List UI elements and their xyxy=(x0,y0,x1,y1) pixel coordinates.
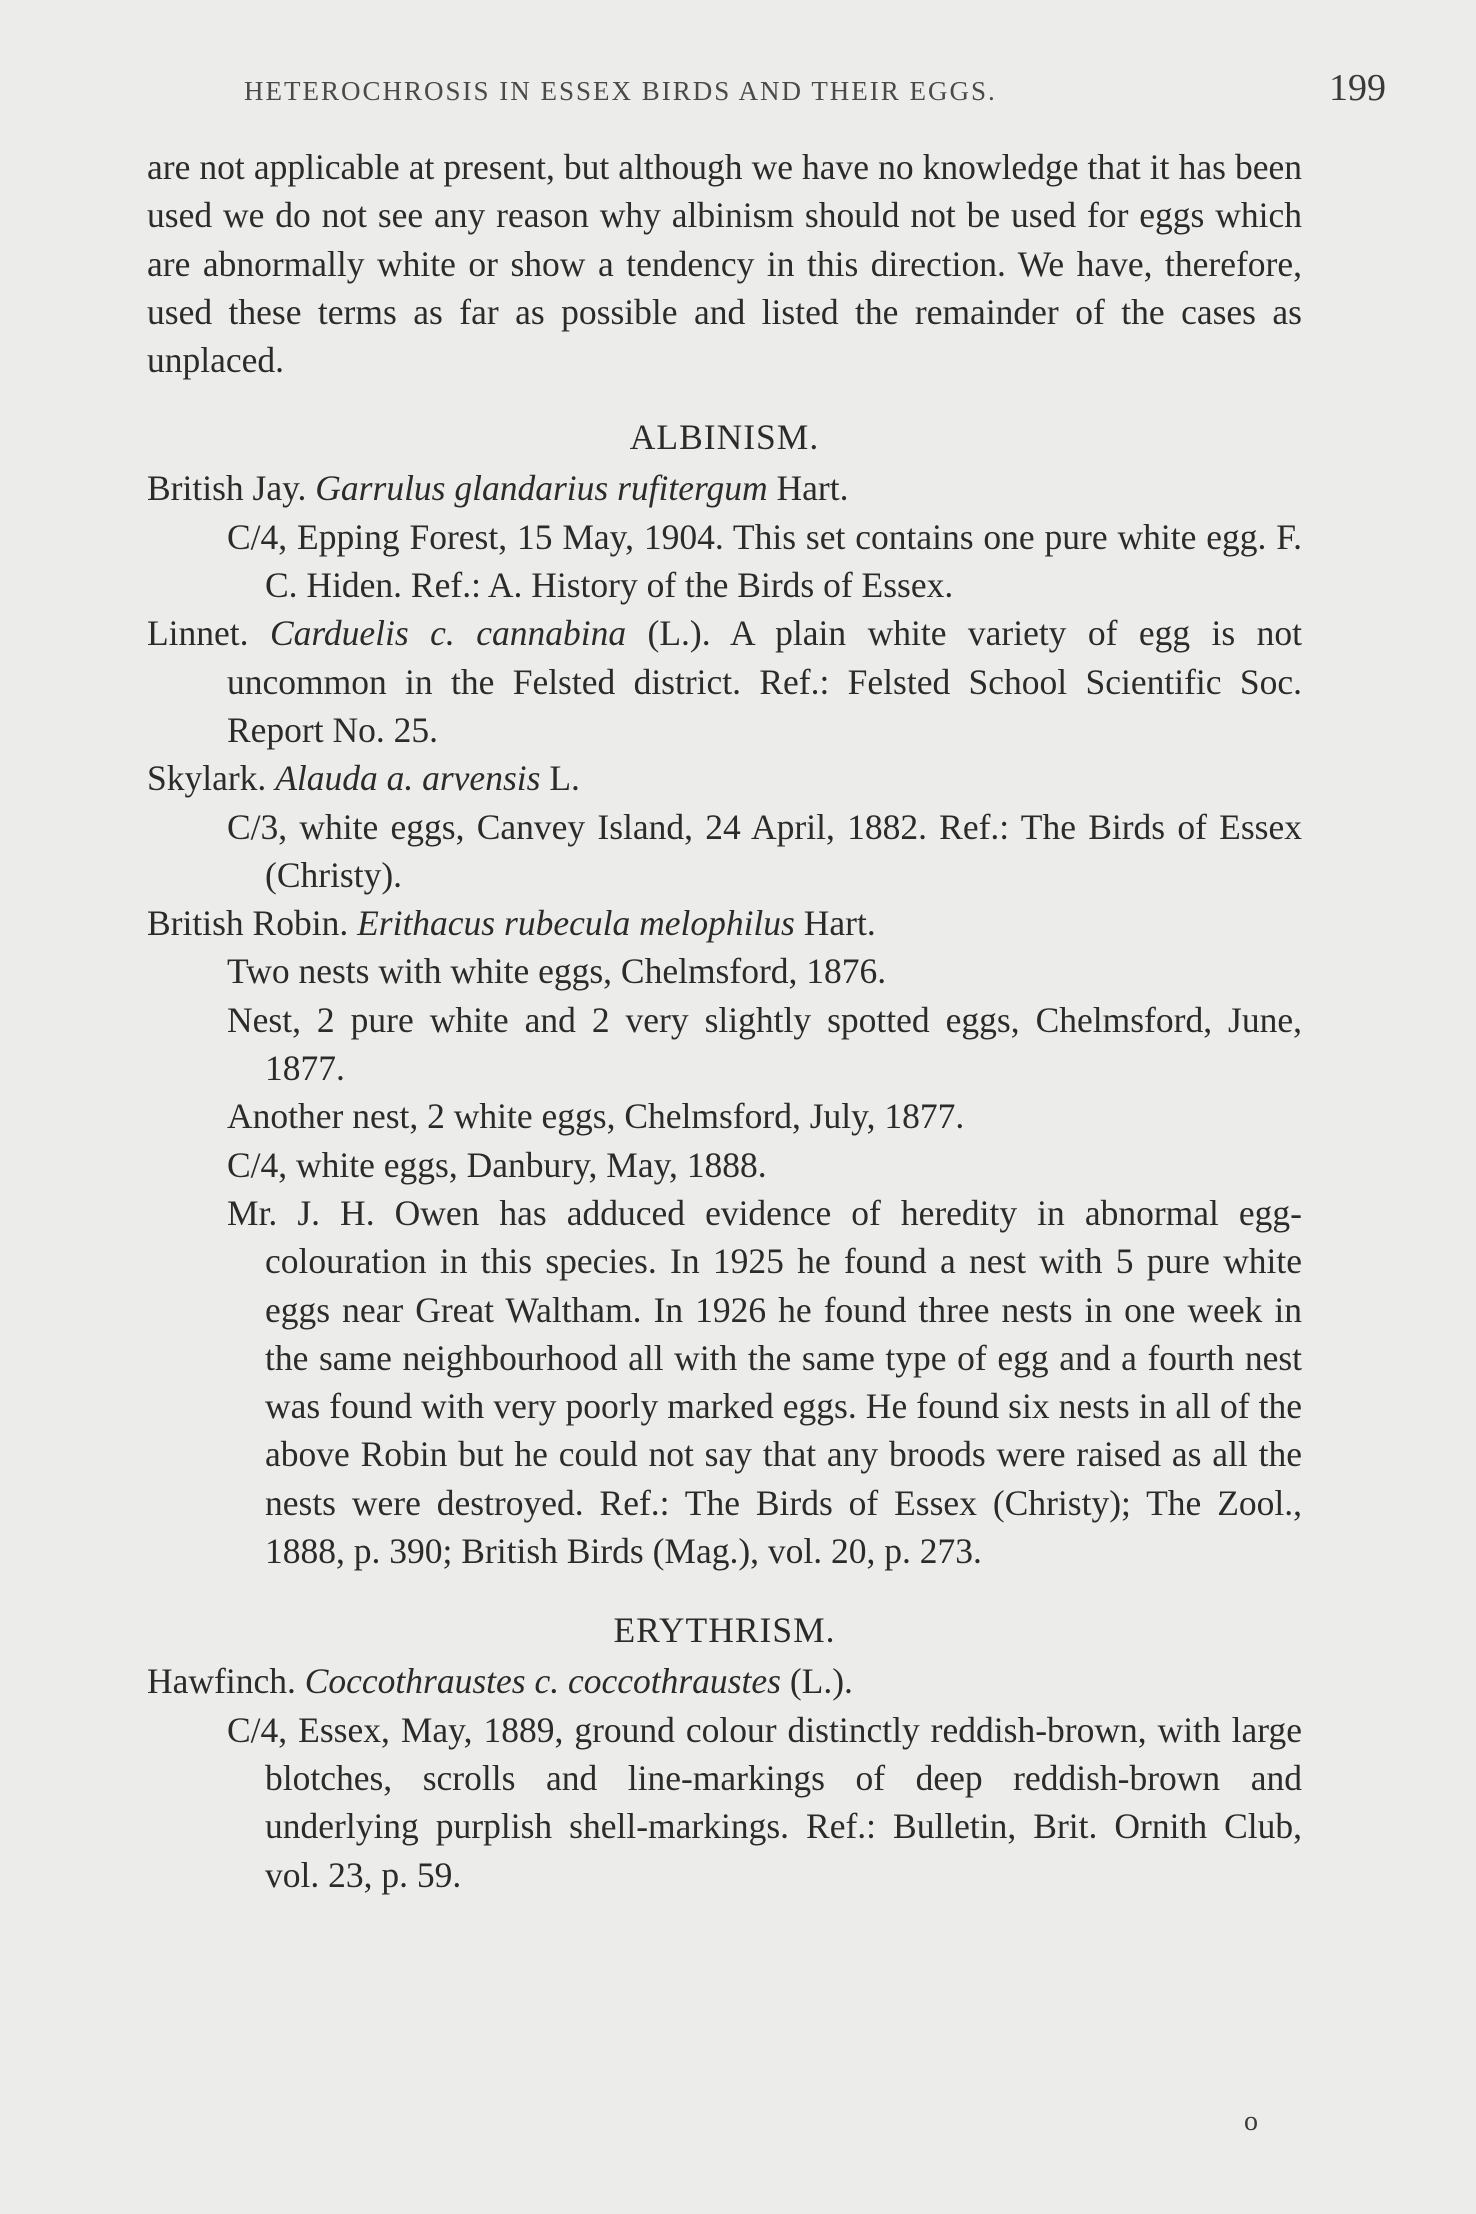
record-entry-hawfinch: C/4, Essex, May, 1889, ground colour distinctly reddish-brown, with large blotches, scrolls and line-markings of deep reddish-brown and underlying purplish shell-markings. Ref.: Bulletin, Brit. Ornith Club, vol. 23, p. 59. xyxy=(227,1709,1302,1895)
common-name: Hawfinch. xyxy=(147,1661,296,1702)
species-heading-jay xyxy=(147,464,1302,512)
species-entry-linnet xyxy=(147,609,1302,754)
record-entry-robin-4: C/4, white eggs, Danbury, May, 1888. xyxy=(227,1144,767,1185)
record-entry-jay: C/4, Epping Forest, 15 May, 1904. This set contains one pure white egg. F. C. Hiden. Ref.: A. History of the Birds of Essex. xyxy=(227,516,1302,606)
signature-mark: o xyxy=(1244,2106,1258,2137)
latin-name: Garrulus glandarius rufitergum xyxy=(315,468,768,509)
authority: L. xyxy=(549,758,580,799)
linnet-text: (L.). A plain white variety of egg is not uncommon in the Felsted district. Ref.: Felsted School Scientific Soc. Report No. 25. xyxy=(227,613,1303,750)
authority: Hart. xyxy=(776,468,849,509)
common-name: Skylark. xyxy=(147,758,267,799)
record-entry-robin-2: Nest, 2 pure white and 2 very slightly spotted eggs, Chelmsford, June, 1877. xyxy=(227,999,1302,1089)
erythrism-heading: ERYTHRISM. xyxy=(613,1610,836,1651)
authority: Hart. xyxy=(803,903,876,944)
record-entry-skylark: C/3, white eggs, Canvey Island, 24 April, 1882. Ref.: The Birds of Essex (Christy). xyxy=(227,806,1302,895)
species-heading-skylark xyxy=(147,754,1302,802)
albinism-heading: ALBINISM. xyxy=(629,417,820,458)
authority: (L.). xyxy=(789,1661,853,1702)
common-name: British Jay. xyxy=(147,468,307,509)
latin-name: Erithacus rubecula melophilus xyxy=(357,903,795,944)
intro-paragraph: are not applicable at present, but although we have no knowledge that it has been used we do not see any reason why albinism should not be used for eggs which are abnormally white or show a tendency in this direction. We have, therefore, used these terms as far as possible and listed the remainder of the cases as unplaced. xyxy=(147,147,1302,381)
latin-name: Carduelis c. cannabina xyxy=(269,613,627,654)
body-text xyxy=(147,143,1302,1899)
common-name: Linnet. xyxy=(147,613,249,654)
running-head xyxy=(244,66,1386,116)
common-name: British Robin. xyxy=(147,903,349,944)
running-title: HETEROCHROSIS IN ESSEX BIRDS AND THEIR EGGS. xyxy=(244,76,997,106)
record-entry-robin-5: Mr. J. H. Owen has adduced evidence of heredity in abnormal egg-colouration in this species. In 1925 he found a nest with 5 pure white eggs near Great Waltham. In 1926 he found three nests in one week in the same neighbourhood all with the same type of egg and a fourth nest was found with very poorly marked eggs. He found six nests in all of the above Robin but he could not say that any broods were raised as all the nests were destroyed. Ref.: The Birds of Essex (Christy); The Zool., 1888, p. 390; British Birds (Mag.), vol. 20, p. 273. xyxy=(227,1192,1302,1572)
species-heading-robin xyxy=(147,899,1302,947)
latin-name: Alauda a. arvensis xyxy=(275,758,541,799)
record-entry-robin-1: Two nests with white eggs, Chelmsford, 1876. xyxy=(227,951,887,992)
species-heading-hawfinch xyxy=(147,1657,1302,1705)
record-entry-robin-3: Another nest, 2 white eggs, Chelmsford, July, 1877. xyxy=(227,1096,965,1137)
page-number: 199 xyxy=(1329,67,1386,109)
latin-name: Coccothraustes c. coccothraustes xyxy=(304,1661,781,1702)
